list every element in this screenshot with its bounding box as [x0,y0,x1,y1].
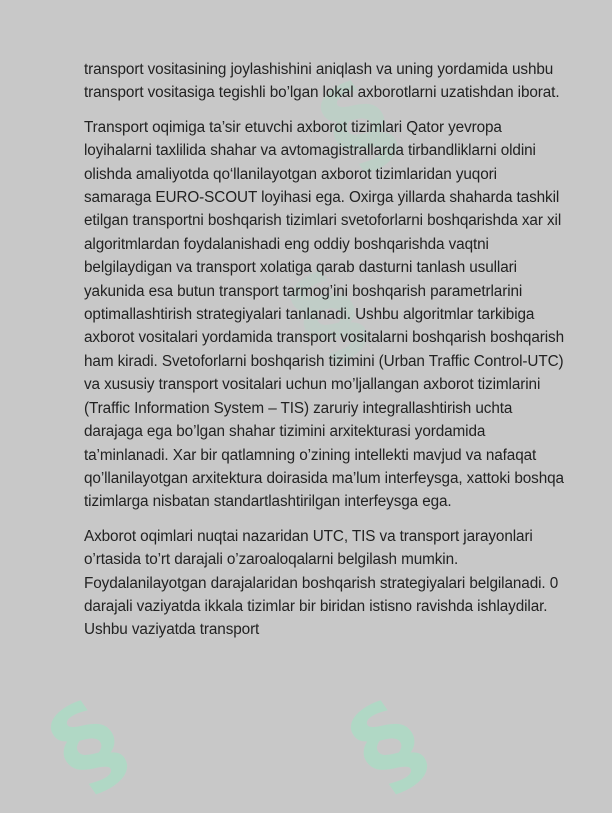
paragraph-information-flows: Axborot oqimlari nuqtai nazaridan UTC, TIS va transport jarayonlari o’rtasida to’rt darajali o’zaroaloqalarni belgilash mumkin. Foydalanilayotgan darajalaridan boshqarish strategiyalari belgilanadi. 0 darajali vaziyatda ikkala tizimlar bir biridan istisno ravishda ishlaydilar. Ushbu vaziyatda transport [84,527,559,639]
watermark-section-sign-icon: § [28,676,147,813]
paragraph-intro-continuation: transport vositasining joylashishini aniqlash va uning yordamida ushbu transport vositasiga tegishli bo’lgan lokal axborotlarni uzatishdan iborat. [84,61,560,102]
watermark-section-sign-icon: § [328,676,447,813]
watermark-section-sign-icon: § [298,56,417,194]
document-body [84,58,564,653]
watermark-section-sign-icon: § [268,246,387,384]
paragraph-traffic-info-systems: Transport oqimiga ta’sir etuvchi axborot tizimlari Qator yevropa loyihalarni taxlilida shahar va avtomagistrallarda tirbandliklarni oldini olishda amaliyotda qo‘llanilayotgan axborot tizimlaridan yuqori samaraga EURO-SCOUT loyihasi ega. Oxirga yillarda shaharda tashkil etilgan transportni boshqarish tizimlari svetoforlarni boshqarishda xar xil algoritmlardan foydalanishadi eng oddiy boshqarishda vaqtni belgilaydigan va transport xolatiga qarab dasturni tanlash usullari yakunida esa butun transport tarmog’ini boshqarish parametrlarini optimallashtirish strategiyalari tanlanadi. Ushbu algoritmlar tarkibiga axborot vositalari yordamida transport vositalarni boshqarish boshqarish ham kiradi. Svetoforlarni boshqarish tizimini (Urban Traffic Control-UTC) va xususiy transport vositalari uchun mo’ljallangan axborot tizimlarini (Traffic Information System – TIS) zaruriy integrallashtirish uchta darajaga ega bo’lgan shahar tizimini arxitekturasi yordamida ta’minlanadi. Xar bir qatlamning o’zining intellekti mavjud va nafaqat qo’llanilayotgan arxitektura doirasida ma’lum interfeysga, xattoki boshqa tizimlarga nisbatan standartlashtirilgan interfeysga ega. [84,118,565,511]
